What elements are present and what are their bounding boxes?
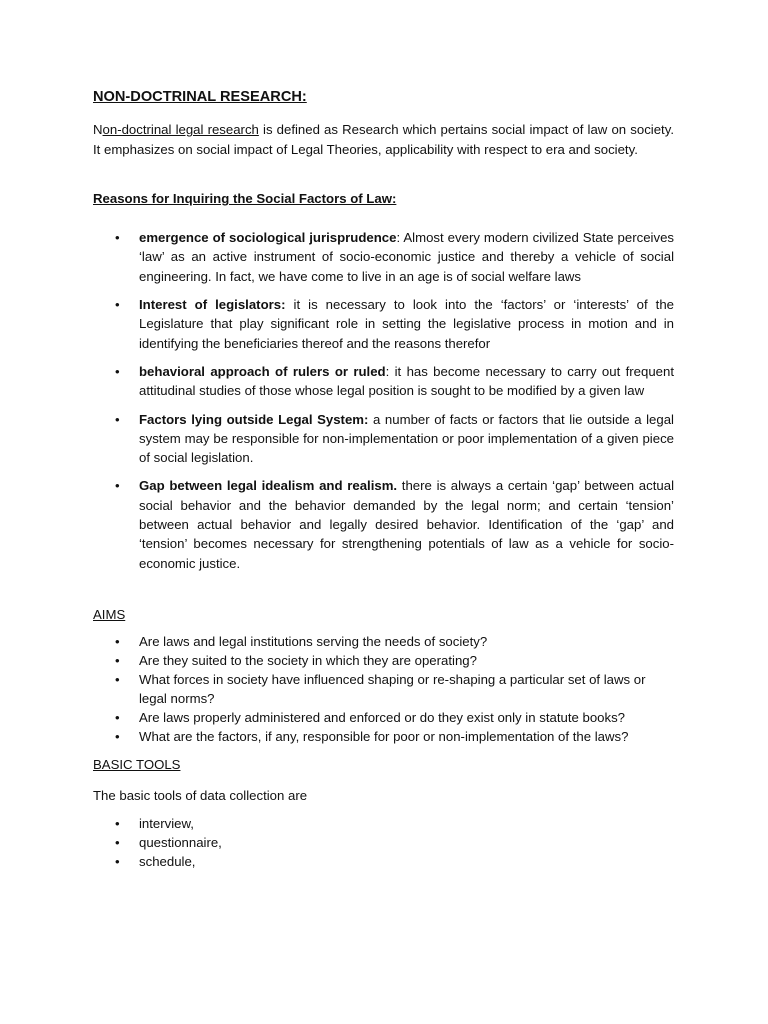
reason-item: [93, 410, 674, 468]
bullet-icon: •: [115, 230, 120, 246]
aim-text: Are they suited to the society in which they are operating?: [139, 652, 477, 668]
basic-tools-heading: BASIC TOOLS: [93, 756, 181, 772]
reason-item: [93, 295, 674, 353]
bullet-icon: •: [115, 411, 120, 427]
bullet-icon: •: [115, 728, 120, 744]
tool-text: questionnaire,: [139, 834, 222, 850]
bullet-icon: •: [115, 297, 120, 313]
intro-rest: is defined as Research which pertains social impact of law on society. It emphasizes on social impact of Legal Theories, applicability with respect to era and society.: [93, 122, 674, 157]
reason-text: a number of facts or factors that lie outside a legal system may be responsible for non-implementation or poor implementation of a given piece of social legislation.: [139, 411, 674, 466]
tools-list: [93, 814, 674, 871]
bullet-icon: •: [115, 671, 120, 687]
reasons-list: [93, 228, 674, 573]
aims-heading: AIMS: [93, 606, 126, 622]
tool-item: [93, 852, 674, 871]
aim-text: What forces in society have influenced shaping or re-shaping a particular set of laws or legal norms?: [139, 671, 646, 706]
bullet-icon: •: [115, 478, 120, 494]
tool-item: [93, 833, 674, 852]
reason-item: [93, 228, 674, 286]
reason-term: emergence of sociological jurisprudence: [139, 230, 397, 246]
bullet-icon: •: [115, 363, 120, 379]
aim-text: Are laws and legal institutions serving the needs of society?: [139, 633, 488, 649]
reason-text: : it has become necessary to carry out frequent attitudinal studies of those whose legal position is sought to be modified by a given law: [139, 363, 674, 399]
reason-text: : Almost every modern civilized State perceives ‘law’ as an active instrument of socio-economic justice and thereby a vehicle of social engineering. In fact, we have come to live in an age is of social welfare laws: [139, 230, 674, 284]
reason-term: Gap between legal idealism and realism.: [139, 478, 398, 494]
reason-term: Interest of legislators:: [139, 297, 286, 313]
tool-text: interview,: [139, 815, 194, 831]
reason-item: [93, 476, 674, 572]
tools-intro: The basic tools of data collection are: [93, 787, 308, 803]
aim-text: Are laws properly administered and enforced or do they exist only in statute books?: [139, 709, 626, 725]
bullet-icon: •: [115, 815, 120, 831]
aim-text: What are the factors, if any, responsible for poor or non-implementation of the laws?: [139, 728, 629, 744]
reasons-heading: Reasons for Inquiring the Social Factors of Law:: [93, 191, 397, 207]
document-page: [93, 88, 674, 871]
page-title: NON-DOCTRINAL RESEARCH:: [93, 89, 307, 105]
reason-text: it is necessary to look into the ‘factors’ or ‘interests’ of the Legislature that play significant role in setting the legislative process in motion and in identifying the beneficiaries thereof and the reasons therefor: [139, 297, 674, 351]
aim-item: [93, 727, 674, 746]
bullet-icon: •: [115, 853, 120, 869]
reason-term: behavioral approach of rulers or ruled: [139, 363, 386, 379]
intro-paragraph: [93, 120, 674, 159]
reason-term: Factors lying outside Legal System:: [139, 411, 369, 427]
reason-text: there is always a certain ‘gap’ between actual social behavior and the behavior demanded by the legal norm; and certain ‘tension’ between actual behavior and legally desired behavior. Identification of the ‘gap’ and ‘tension’ becomes necessary for strengthening potentials of law as a vehicle for socio-economic justice.: [139, 478, 674, 571]
reason-item: [93, 362, 674, 401]
aim-item: [93, 708, 674, 727]
bullet-icon: •: [115, 709, 120, 725]
tool-text: schedule,: [139, 853, 196, 869]
aims-list: [93, 632, 674, 746]
intro-underlined-term: on-doctrinal legal research: [102, 122, 259, 137]
bullet-icon: •: [115, 652, 120, 668]
bullet-icon: •: [115, 834, 120, 850]
aim-item: [93, 651, 674, 670]
tool-item: [93, 814, 674, 833]
aim-item: [93, 670, 674, 708]
bullet-icon: •: [115, 633, 120, 649]
intro-lead: N: [93, 122, 103, 137]
aim-item: [93, 632, 674, 651]
